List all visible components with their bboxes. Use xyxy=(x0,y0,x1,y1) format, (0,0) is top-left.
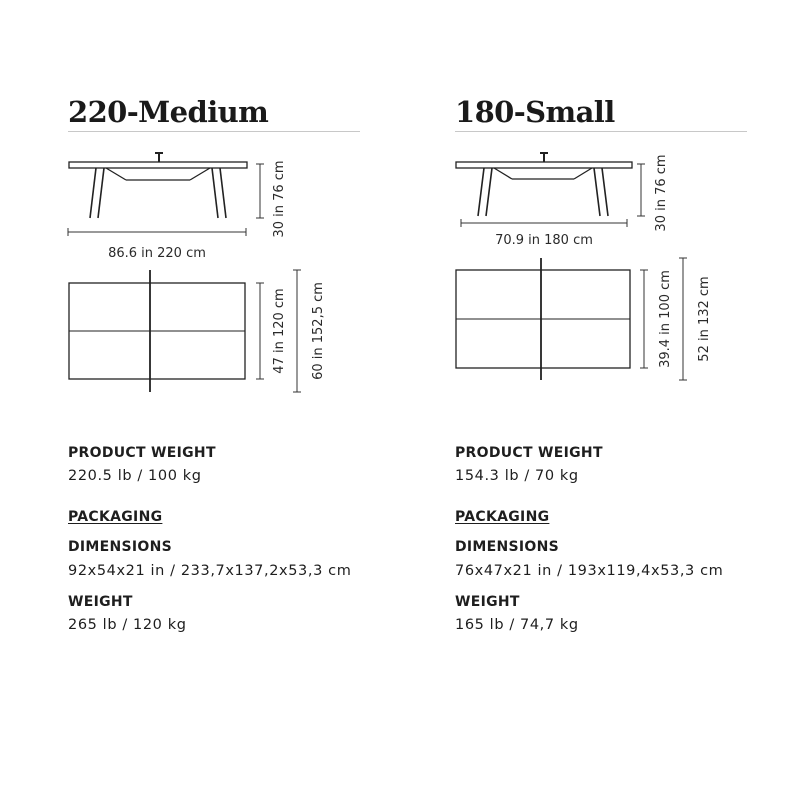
length-label: 70.9 in 180 cm xyxy=(495,233,593,248)
product-weight-value: 154.3 lb / 70 kg xyxy=(455,468,579,484)
table-top-view xyxy=(456,258,630,380)
length-dimension-line xyxy=(68,228,246,236)
dimension-drawing xyxy=(455,0,755,420)
height-dimension-line xyxy=(256,164,264,218)
weight-value: 265 lb / 120 kg xyxy=(68,617,187,633)
product-title: 220-Medium xyxy=(68,95,269,129)
dimension-drawing xyxy=(68,0,368,420)
table-top-view xyxy=(69,270,245,392)
width-dimension-line xyxy=(256,283,264,379)
packaging-heading: PACKAGING xyxy=(68,509,163,525)
dimensions-value: 76x47x21 in / 193x119,4x53,3 cm xyxy=(455,563,724,579)
packaging-heading: PACKAGING xyxy=(455,509,550,525)
length-label: 86.6 in 220 cm xyxy=(108,246,206,261)
product-weight-value: 220.5 lb / 100 kg xyxy=(68,468,202,484)
width-dimension-line xyxy=(640,270,648,368)
length-dimension-line xyxy=(461,219,627,227)
weight-label: WEIGHT xyxy=(68,594,133,610)
product-180-small xyxy=(455,0,755,800)
weight-value: 165 lb / 74,7 kg xyxy=(455,617,579,633)
height-label: 30 in 76 cm xyxy=(272,160,287,238)
width-label: 47 in 120 cm xyxy=(272,288,287,374)
table-side-view xyxy=(456,152,632,216)
dimensions-value: 92x54x21 in / 233,7x137,2x53,3 cm xyxy=(68,563,352,579)
table-side-view xyxy=(69,152,247,218)
total-width-dimension-line xyxy=(293,270,301,392)
product-weight-label: PRODUCT WEIGHT xyxy=(68,445,216,461)
dimensions-label: DIMENSIONS xyxy=(455,539,560,555)
total-width-label: 60 in 152,5 cm xyxy=(311,282,326,380)
product-weight-label: PRODUCT WEIGHT xyxy=(455,445,603,461)
dimensions-label: DIMENSIONS xyxy=(68,539,173,555)
total-width-label: 52 in 132 cm xyxy=(697,276,712,362)
product-220-medium xyxy=(68,0,368,800)
weight-label: WEIGHT xyxy=(455,594,520,610)
height-dimension-line xyxy=(637,164,645,216)
height-label: 30 in 76 cm xyxy=(654,154,669,232)
total-width-dimension-line xyxy=(679,258,687,380)
product-title: 180-Small xyxy=(455,95,615,129)
width-label: 39.4 in 100 cm xyxy=(658,270,673,368)
